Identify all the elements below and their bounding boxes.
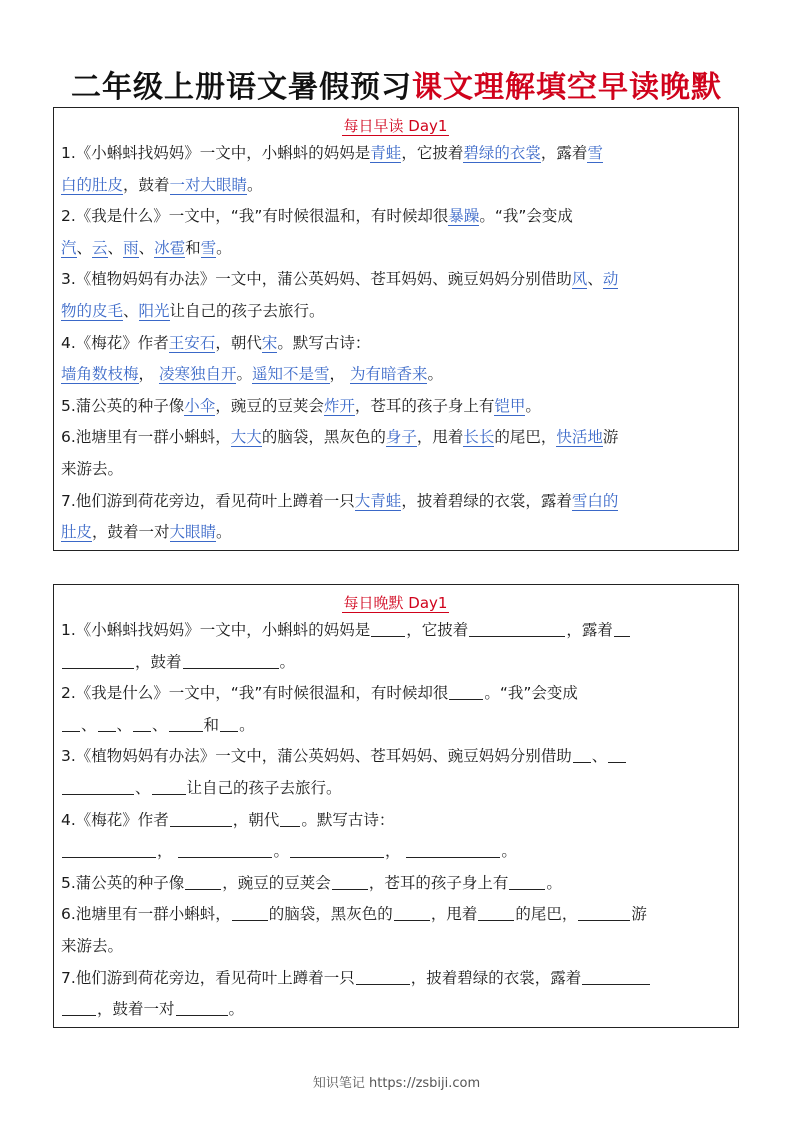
line-text: 。默写古诗： (277, 333, 371, 352)
line-text: ，鼓着 (135, 652, 182, 671)
page-title (0, 62, 793, 106)
blank-line (449, 684, 483, 701)
line-text: 。 (546, 873, 562, 892)
answer-text: 身子 (385, 428, 417, 447)
line-text: ，苍耳的孩子身上有 (368, 873, 509, 892)
line-text: 、 (138, 238, 155, 257)
line-text: ，朝代 (215, 333, 262, 352)
morning-line (61, 138, 730, 170)
line-text: ，豌豆的豆荚会 (215, 396, 324, 415)
line-text: 3.《植物妈妈有办法》一文中，蒲公英妈妈、苍耳妈妈、豌豆妈妈分别借助 (61, 270, 572, 289)
line-text: ，甩着 (430, 905, 478, 924)
blank-line (232, 905, 268, 922)
line-text: 。 (427, 365, 443, 384)
line-text: 。默写古诗： (301, 810, 395, 829)
blank-line (185, 873, 221, 890)
line-text: 。 (279, 652, 296, 671)
answer-text: 遥知不是雪 (251, 365, 330, 384)
morning-line (61, 517, 730, 549)
evening-line (61, 741, 730, 773)
line-text: 、 (587, 270, 603, 289)
line-text: 、 (591, 747, 608, 766)
line-text: ，鼓着一对 (92, 523, 170, 542)
line-text: 。 (236, 365, 252, 384)
evening-line (61, 994, 730, 1026)
blank-line (170, 810, 232, 827)
morning-heading-wrap (61, 114, 730, 138)
evening-lines (61, 615, 730, 1026)
evening-line (61, 647, 730, 679)
line-text: ， (329, 365, 350, 384)
line-text: ，鼓着 (123, 175, 170, 194)
evening-line (61, 899, 730, 931)
evening-line (61, 773, 730, 805)
answer-text: 云 (92, 238, 108, 257)
line-text: 。 (216, 523, 232, 542)
answer-text: 小伞 (184, 396, 216, 415)
answer-text: 炸开 (323, 396, 355, 415)
line-text: ， (157, 842, 178, 861)
blank-line (608, 747, 626, 764)
morning-line (61, 454, 730, 486)
line-text: 1.《小蝌蚪找妈妈》一文中，小蝌蚪的妈妈是 (61, 144, 371, 162)
blank-line (176, 1000, 228, 1017)
line-text: 游 (631, 905, 647, 924)
line-text: 、 (152, 715, 168, 734)
blank-line (280, 810, 300, 827)
line-text: 。 (216, 238, 232, 257)
morning-line (61, 486, 730, 518)
blank-line (332, 873, 368, 890)
answer-text: 物的皮毛 (61, 301, 124, 320)
answer-text: 碧绿的衣裳 (463, 144, 541, 162)
answer-text: 墙角数枝梅 (61, 365, 139, 384)
blank-line (169, 715, 203, 732)
line-text: 。 (525, 396, 541, 415)
answer-text: 大眼睛 (169, 523, 217, 542)
line-text: 。 (239, 715, 255, 734)
morning-line (61, 170, 730, 202)
answer-text: 为有暗香来 (349, 365, 428, 384)
line-text: 5.蒲公英的种子像 (61, 873, 185, 892)
answer-text: 风 (571, 270, 588, 289)
line-text: ，豌豆的豆荚会 (222, 873, 331, 892)
line-text: 。“我”会变成 (479, 207, 573, 226)
blank-line (62, 715, 80, 732)
line-text: ，露着 (566, 621, 613, 639)
blank-line (152, 778, 186, 795)
evening-line (61, 868, 730, 900)
line-text: 。 (273, 842, 289, 861)
line-text: ，它披着 (401, 144, 464, 162)
evening-line (61, 931, 730, 963)
answer-text: 雪白的 (571, 491, 619, 510)
morning-lines (61, 138, 730, 549)
answer-text: 白的肚皮 (61, 175, 124, 194)
answer-text: 冰雹 (154, 238, 186, 257)
line-text: 6.池塘里有一群小蝌蚪， (61, 905, 231, 924)
answer-text: 暴躁 (448, 207, 480, 226)
morning-line (61, 264, 730, 296)
line-text: 、 (81, 715, 97, 734)
answer-text: 凌寒独自开 (158, 365, 237, 384)
line-text: 、 (116, 715, 133, 734)
blank-line (62, 652, 134, 669)
blank-line (98, 715, 116, 732)
line-text: 7.他们游到荷花旁边，看见荷叶上蹲着一只 (61, 491, 355, 510)
line-text: 的脑袋，黑灰色的 (268, 905, 393, 924)
blank-line (133, 715, 151, 732)
footer-watermark: 知识笔记 https://zsbiji.com (312, 1076, 481, 1091)
evening-line (61, 963, 730, 995)
evening-line (61, 836, 730, 868)
line-text: 3.《植物妈妈有办法》一文中，蒲公英妈妈、苍耳妈妈、豌豆妈妈分别借助 (61, 747, 572, 766)
blank-line (290, 842, 384, 859)
answer-text: 大青蛙 (354, 491, 402, 510)
blank-line (62, 842, 156, 859)
blank-line (394, 905, 430, 922)
answer-text: 铠甲 (494, 396, 526, 415)
answer-text: 王安石 (168, 333, 216, 352)
answer-text: 青蛙 (370, 144, 402, 162)
line-text: 让自己的孩子去旅行。 (186, 778, 342, 797)
line-text: 2.《我是什么》一文中，“我”有时候很温和，有时候却很 (61, 684, 449, 703)
line-text: 来游去。 (61, 459, 124, 478)
morning-line (61, 296, 730, 328)
blank-line (582, 968, 650, 985)
line-text: ，甩着 (416, 428, 464, 447)
answer-text: 动 (602, 270, 619, 289)
blank-line (578, 905, 630, 922)
answer-text: 雪 (587, 144, 603, 162)
blank-line (573, 747, 591, 764)
morning-line (61, 201, 730, 233)
line-text: 和 (203, 715, 220, 734)
line-text: 、 (123, 301, 139, 320)
line-text: ，它披着 (406, 621, 469, 639)
line-text: 5.蒲公英的种子像 (61, 396, 185, 415)
line-text: 游 (602, 428, 619, 447)
line-text: ， (138, 365, 159, 384)
morning-line (61, 422, 730, 454)
morning-line (61, 233, 730, 265)
blank-line (178, 842, 272, 859)
answer-text: 长长 (463, 428, 495, 447)
line-text: 6.池塘里有一群小蝌蚪， (61, 428, 231, 447)
answer-text: 快活地 (556, 428, 603, 447)
line-text: 。 (247, 175, 263, 194)
answer-text: 雨 (123, 238, 139, 257)
title-part1: 二年级上册语文暑假预习 (71, 70, 412, 105)
line-text: 的尾巴， (494, 428, 557, 447)
line-text: ，露着 (540, 144, 588, 162)
answer-text: 大大 (230, 428, 262, 447)
line-text: ，披着碧绿的衣裳，露着 (410, 968, 582, 987)
evening-heading: 每日晚默 Day1 (343, 594, 448, 612)
blank-line (371, 621, 405, 638)
blank-line (406, 842, 500, 859)
line-text: 。 (228, 1000, 245, 1019)
line-text: 4.《梅花》作者 (61, 810, 169, 829)
title-part2: 课文理解填空早读晚默 (412, 70, 722, 105)
line-text: 。“我”会变成 (484, 684, 578, 703)
morning-heading: 每日早读 Day1 (343, 117, 448, 135)
answer-text: 雪 (200, 238, 217, 257)
line-text: 4.《梅花》作者 (61, 333, 169, 352)
evening-dictation-box (53, 584, 739, 1028)
morning-line (61, 328, 730, 360)
line-text: 和 (185, 238, 201, 257)
line-text: 、 (135, 778, 151, 797)
line-text: ，披着碧绿的衣裳，露着 (401, 491, 572, 510)
line-text: 2.《我是什么》一文中，“我”有时候很温和，有时候却很 (61, 207, 449, 226)
blank-line (614, 621, 630, 638)
line-text: 7.他们游到荷花旁边，看见荷叶上蹲着一只 (61, 968, 355, 987)
line-text: 让自己的孩子去旅行。 (169, 301, 325, 320)
line-text: 。 (501, 842, 517, 861)
line-text: 、 (107, 238, 124, 257)
blank-line (220, 715, 238, 732)
blank-line (478, 905, 514, 922)
answer-text: 一对大眼睛 (169, 175, 248, 194)
evening-line (61, 710, 730, 742)
line-text: ，朝代 (232, 810, 280, 829)
blank-line (62, 778, 134, 795)
line-text: 来游去。 (61, 936, 124, 955)
line-text: 的尾巴， (515, 905, 578, 924)
line-text: ，鼓着一对 (97, 1000, 175, 1019)
answer-text: 肚皮 (61, 523, 93, 542)
line-text: 的脑袋，黑灰色的 (261, 428, 386, 447)
evening-line (61, 805, 730, 837)
line-text: 1.《小蝌蚪找妈妈》一文中，小蝌蚪的妈妈是 (61, 621, 371, 639)
evening-heading-wrap (61, 591, 730, 615)
morning-line (61, 359, 730, 391)
evening-line (61, 678, 730, 710)
answer-text: 阳光 (138, 301, 170, 320)
morning-reading-box (53, 107, 739, 551)
blank-line (469, 621, 565, 638)
morning-line (61, 391, 730, 423)
line-text: ， (384, 842, 406, 861)
line-text: ，苍耳的孩子身上有 (354, 396, 495, 415)
answer-text: 汽 (61, 238, 77, 257)
blank-line (62, 1000, 96, 1017)
line-text: 、 (76, 238, 93, 257)
blank-line (183, 652, 279, 669)
evening-line (61, 615, 730, 647)
blank-line (509, 873, 545, 890)
blank-line (356, 968, 410, 985)
answer-text: 宋 (261, 333, 278, 352)
